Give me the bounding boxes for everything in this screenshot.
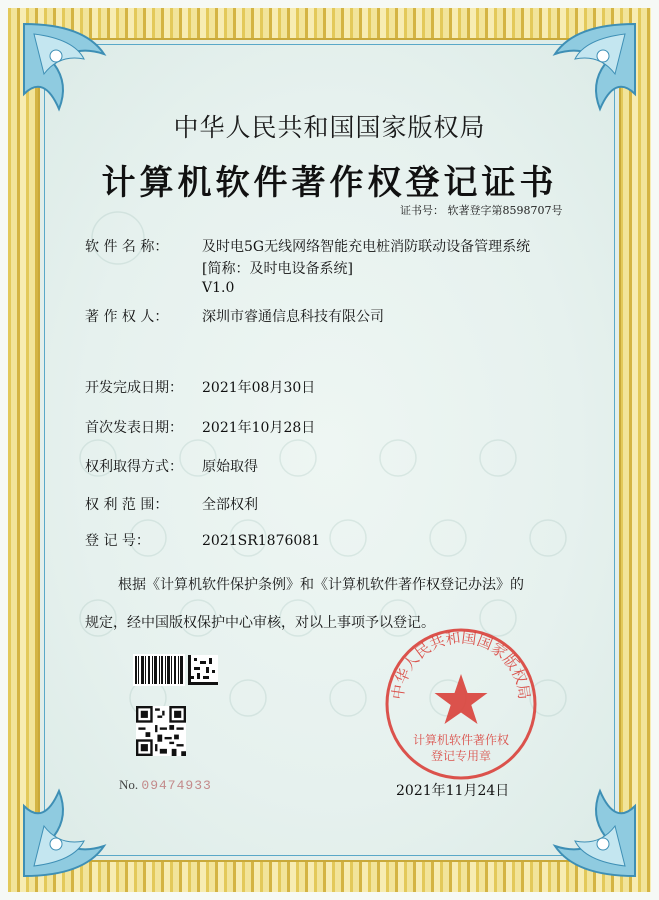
official-seal <box>383 626 539 782</box>
serial-value: 09474933 <box>141 778 212 793</box>
seal-ring-text: 中华人民共和国国家版权局 <box>388 628 534 701</box>
field-completion-date <box>85 377 315 397</box>
certificate-number <box>400 202 563 218</box>
statement-line-2: 规定，经中国版权保护中心审核，对以上事项予以登记。 <box>85 615 435 631</box>
field-value: 深圳市睿通信息科技有限公司 <box>202 309 384 325</box>
field-label: 首次发表日期： <box>85 420 183 436</box>
field-publication-date <box>85 417 315 437</box>
statement-line-1: 根据《计算机软件保护条例》和《计算机软件著作权登记办法》的 <box>118 577 524 593</box>
field-software-version: V1.0 <box>202 280 235 296</box>
field-value: 原始取得 <box>202 459 258 475</box>
field-acquisition-method <box>85 456 258 476</box>
serial-number <box>119 777 212 793</box>
seal-inner-line-2: 登记专用章 <box>430 749 492 763</box>
certificate-number-value: 软著登字第8598707号 <box>447 204 563 217</box>
seal-star-icon <box>435 674 488 724</box>
corner-ornament-bottom-left <box>14 736 164 886</box>
issue-date: 2021年11月24日 <box>396 783 510 799</box>
field-label: 登 记 号： <box>85 533 150 549</box>
field-label: 软 件 名 称： <box>85 239 169 255</box>
qr-code <box>136 706 186 756</box>
field-registration-number <box>85 530 320 550</box>
field-value: 全部权利 <box>202 497 258 513</box>
barcode <box>133 654 185 686</box>
issuer-title: 中华人民共和国国家版权局 <box>173 113 486 142</box>
field-value: 2021年10月28日 <box>202 420 316 436</box>
field-value: 2021年08月30日 <box>202 380 316 396</box>
field-label: 著 作 权 人： <box>85 309 169 325</box>
field-value: 及时电5G无线网络智能充电桩消防联动设备管理系统 <box>202 239 531 255</box>
field-rights-scope <box>85 494 258 514</box>
certificate-number-label: 证书号： <box>400 204 444 217</box>
field-value: 2021SR1876081 <box>202 533 321 549</box>
serial-prefix: No. <box>119 777 139 792</box>
field-software-name <box>85 236 530 256</box>
field-label: 开发完成日期： <box>85 380 183 396</box>
field-software-short-name: [简称：及时电设备系统] <box>202 261 353 277</box>
certificate-title: 计算机软件著作权登记证书 <box>101 163 558 203</box>
field-label: 权利取得方式： <box>85 459 183 475</box>
seal-inner-line-1: 计算机软件著作权 <box>412 733 510 747</box>
field-label: 权 利 范 围： <box>85 497 169 513</box>
field-copyright-owner <box>85 306 384 326</box>
data-matrix-code <box>188 654 218 686</box>
